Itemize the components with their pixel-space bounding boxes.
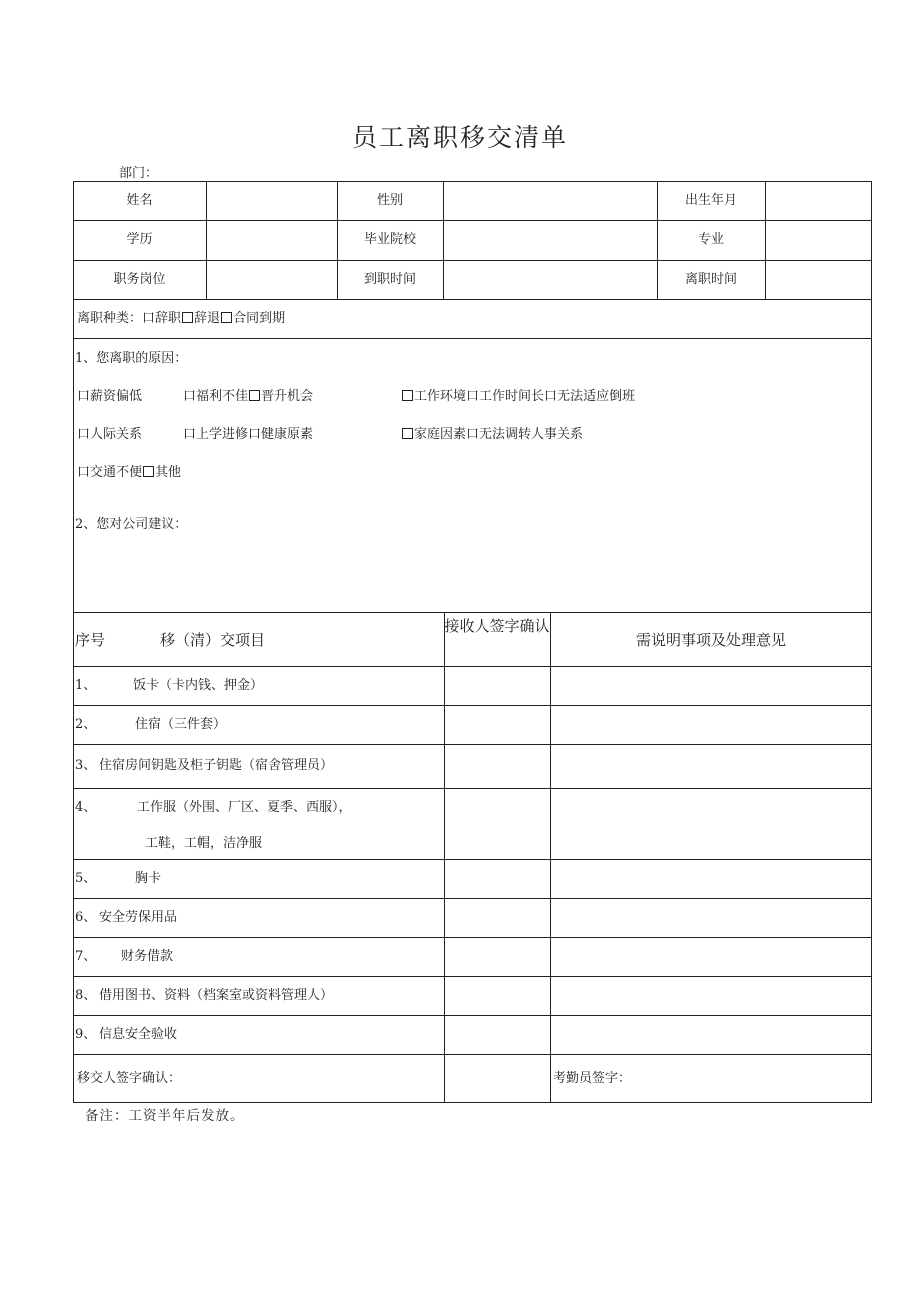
reason-family[interactable]: 家庭因素口无法调转人事关系 <box>401 427 583 443</box>
join-date-field[interactable] <box>444 261 656 298</box>
gender-field[interactable] <box>444 182 656 219</box>
school-field[interactable] <box>444 221 656 259</box>
birth-field[interactable] <box>766 182 870 219</box>
reasons-heading: 1、您离职的原因： <box>75 351 188 366</box>
row-no-9: 9、 <box>75 1027 97 1042</box>
row-item-3: 住宿房间钥匙及柜子钥匙（宿舍管理员） <box>99 758 334 773</box>
suggestion-heading: 2、您对公司建议： <box>75 517 188 532</box>
row-item-1: 饭卡（卡内钱、押金） <box>133 678 264 693</box>
resign-label: 辞职 <box>155 311 182 326</box>
row-item-9: 信息安全验收 <box>99 1027 178 1042</box>
reason-study[interactable]: 口上学进修口健康原素 <box>183 427 314 442</box>
gender-label: 性别 <box>376 193 403 208</box>
departure-type-label: 离职种类： <box>77 311 143 326</box>
page-title: 员工离职移交清单 <box>351 123 568 152</box>
attendance-signature-label: 考勤员签字： <box>553 1071 632 1086</box>
handover-signature-label: 移交人签字确认： <box>77 1071 182 1086</box>
contract-end-label: 合同到期 <box>233 311 286 326</box>
major-label: 专业 <box>697 232 724 247</box>
header-no: 序号 <box>75 631 106 649</box>
leave-date-label: 离职时间 <box>684 272 737 287</box>
education-label: 学历 <box>126 232 153 247</box>
name-label: 姓名 <box>126 193 153 208</box>
row-no-6: 6、 <box>75 910 97 925</box>
remark-note: 备注：工资半年后发放。 <box>85 1108 245 1124</box>
row-no-2: 2、 <box>75 717 97 732</box>
dismiss-checkbox[interactable] <box>182 312 193 323</box>
row-no-5: 5、 <box>75 871 97 886</box>
contract-end-checkbox[interactable] <box>221 312 232 323</box>
row-item-4-line2: 工鞋，工帽，洁净服 <box>145 836 263 851</box>
reason-low-salary[interactable]: 口薪资偏低 <box>77 389 143 404</box>
reason-benefits[interactable]: 口福利不佳 晋升机会 <box>183 389 314 404</box>
dismiss-label: 辞退 <box>194 311 221 326</box>
row-item-2: 住宿（三件套） <box>135 717 227 732</box>
row-no-3: 3、 <box>75 758 97 773</box>
departure-type-row <box>77 311 285 327</box>
school-label: 毕业院校 <box>363 232 416 247</box>
resign-checkbox[interactable]: 口 <box>142 311 156 326</box>
position-label: 职务岗位 <box>113 272 166 287</box>
row-no-8: 8、 <box>75 988 97 1003</box>
row-no-4: 4、 <box>75 800 97 815</box>
join-date-label: 到职时间 <box>363 272 416 287</box>
row-item-6: 安全劳保用品 <box>99 910 178 925</box>
row-item-4: 工作服（外围、厂区、夏季、西服）， <box>137 800 352 815</box>
education-field[interactable] <box>207 221 336 259</box>
header-receiver-sign: 接收人签字确认 <box>444 617 550 635</box>
name-field[interactable] <box>207 182 336 219</box>
row-item-7: 财务借款 <box>121 949 174 964</box>
major-field[interactable] <box>766 221 870 259</box>
row-no-7: 7、 <box>75 949 97 964</box>
reason-relations[interactable]: 口人际关系 <box>77 427 143 442</box>
reason-environment[interactable]: 工作环境口工作时间长口无法适应倒班 <box>401 389 635 405</box>
position-field[interactable] <box>207 261 336 298</box>
row-no-1: 1、 <box>75 678 97 693</box>
row-item-8: 借用图书、资料（档案室或资料管理人） <box>99 988 334 1003</box>
birth-label: 出生年月 <box>684 193 737 208</box>
department-label: 部门： <box>119 166 159 181</box>
row-item-5: 胸卡 <box>135 871 162 886</box>
suggestion-field[interactable] <box>75 540 869 608</box>
leave-date-field[interactable] <box>766 261 870 298</box>
reason-transport[interactable]: 口交通不便 其他 <box>77 465 182 480</box>
header-item: 移（清）交项目 <box>160 631 266 649</box>
header-notes: 需说明事项及处理意见 <box>635 631 786 649</box>
